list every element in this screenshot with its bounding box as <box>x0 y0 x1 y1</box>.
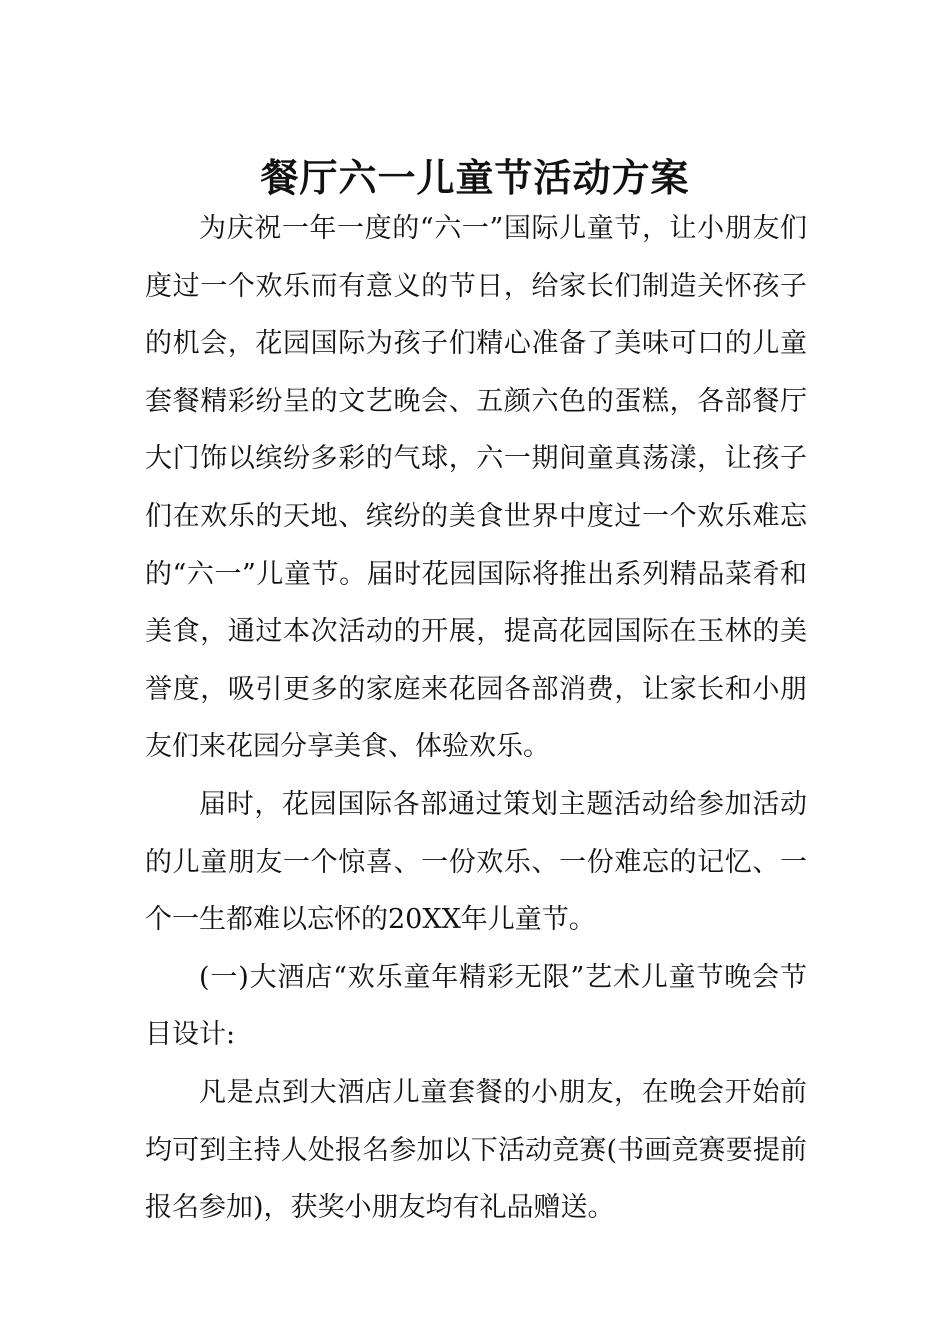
paragraph-intro: 为庆祝一年一度的“六一”国际儿童节，让小朋友们度过一个欢乐而有意义的节日，给家长们制造关怀孩子的机会，花园国际为孩子们精心准备了美味可口的儿童套餐精彩纷呈的文艺晚会、五颜六色的蛋糕，各部餐厅大门饰以缤纷多彩的气球，六一期间童真荡漾，让孩子们在欢乐的天地、缤纷的美食世界中度过一个欢乐难忘的“六一”儿童节。届时花园国际将推出系列精品菜肴和美食，通过本次活动的开展，提高花园国际在玉林的美誉度，吸引更多的家庭来花园各部消费，让家长和小朋友们来花园分享美食、体验欢乐。 <box>145 213 807 763</box>
section-heading-gala: (一)大酒店“欢乐童年精彩无限”艺术儿童节晚会节目设计: <box>145 961 807 1051</box>
document-title: 餐厅六一儿童节活动方案 <box>260 156 690 201</box>
paragraph-registration: 凡是点到大酒店儿童套餐的小朋友，在晚会开始前均可到主持人处报名参加以下活动竞赛(书画竞赛要提前报名参加)，获奖小朋友均有礼品赠送。 <box>145 1076 807 1224</box>
document-body <box>145 200 807 1237</box>
paragraph-surprise: 届时，花园国际各部通过策划主题活动给参加活动的儿童朋友一个惊喜、一份欢乐、一份难忘的记忆、一个一生都难以忘怀的20XX年儿童节。 <box>145 788 807 936</box>
